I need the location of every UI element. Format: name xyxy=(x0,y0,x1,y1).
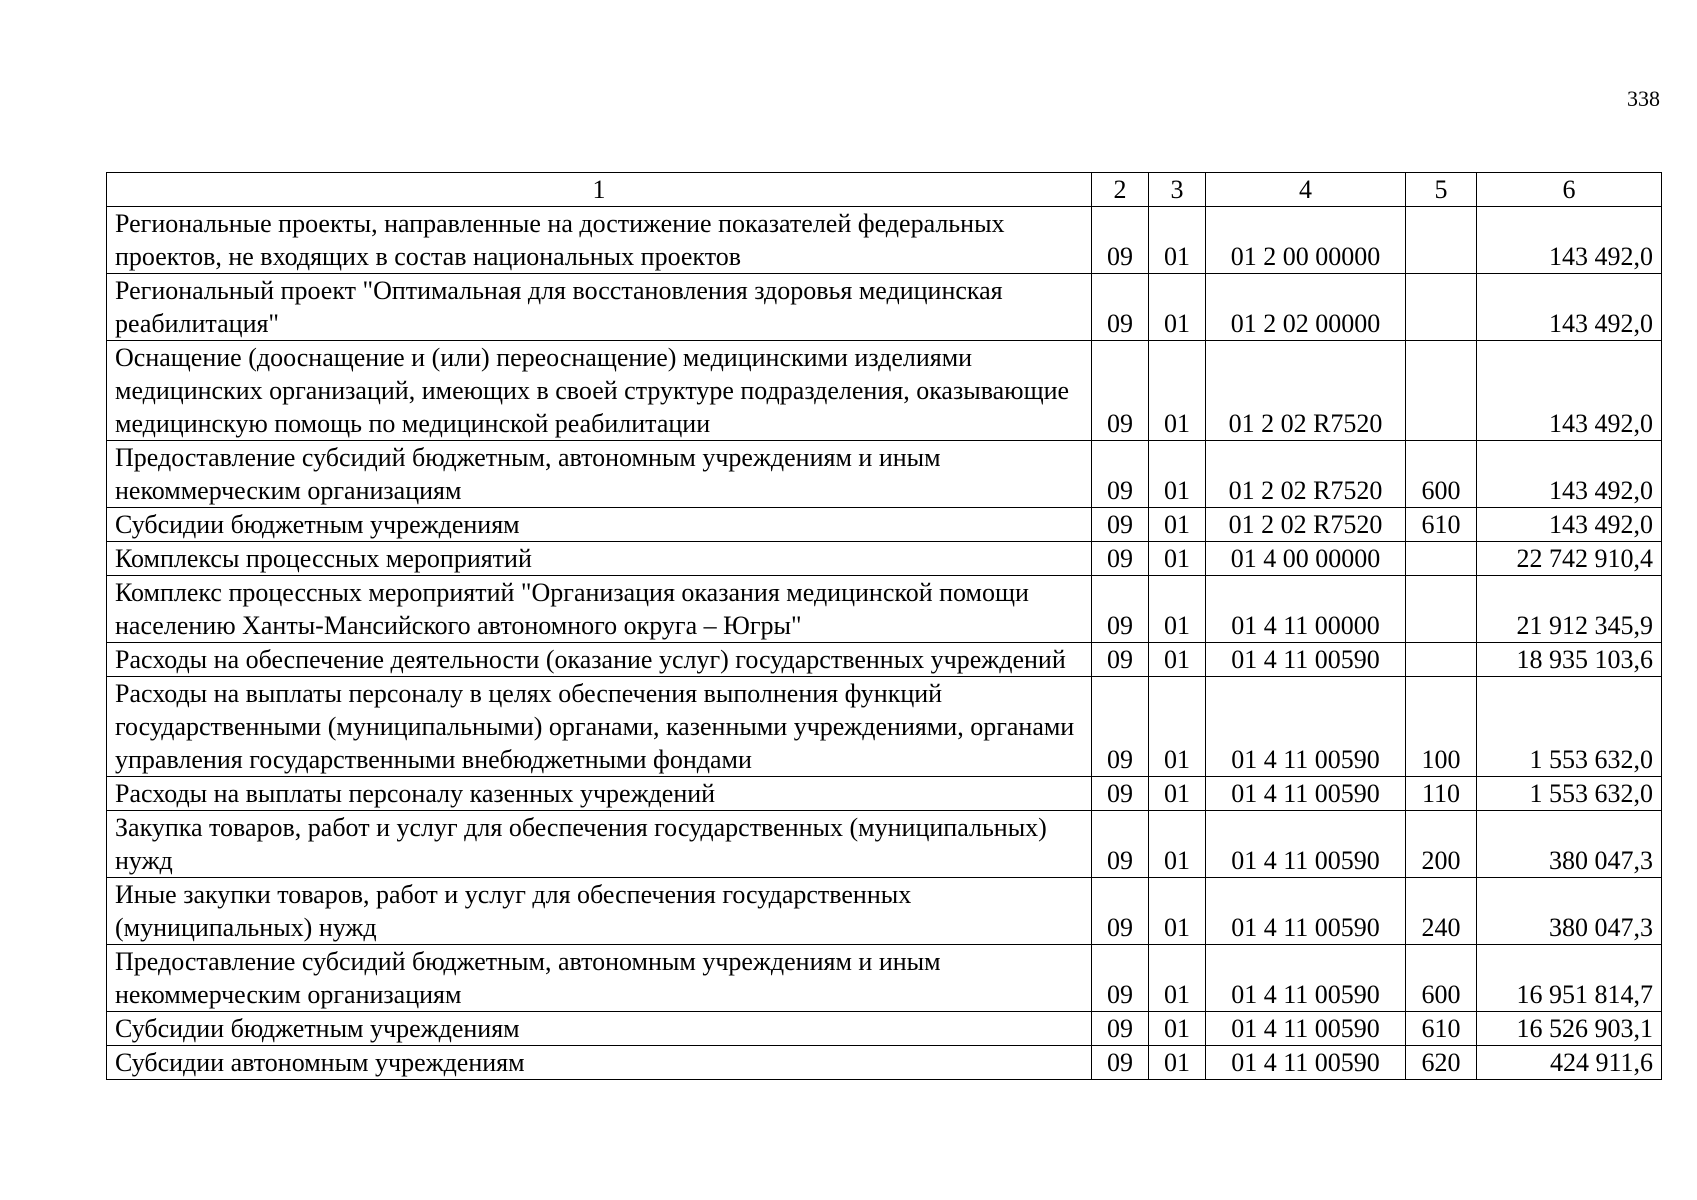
cell-target-article: 01 4 11 00590 xyxy=(1206,1046,1406,1080)
table-row xyxy=(107,207,1662,274)
cell-amount: 16 951 814,7 xyxy=(1477,945,1662,1012)
table-row xyxy=(107,441,1662,508)
cell-section: 09 xyxy=(1092,274,1149,341)
cell-amount: 143 492,0 xyxy=(1477,508,1662,542)
cell-section: 09 xyxy=(1092,207,1149,274)
cell-description: Региональные проекты, направленные на достижение показателей федеральных проектов, не входящих в состав национальных проектов xyxy=(107,207,1092,274)
cell-expense-type: 620 xyxy=(1406,1046,1477,1080)
cell-description: Субсидии бюджетным учреждениям xyxy=(107,1012,1092,1046)
cell-amount: 143 492,0 xyxy=(1477,341,1662,441)
cell-section: 09 xyxy=(1092,341,1149,441)
cell-target-article: 01 4 11 00590 xyxy=(1206,878,1406,945)
cell-target-article: 01 4 00 00000 xyxy=(1206,542,1406,576)
cell-subsection: 01 xyxy=(1149,441,1206,508)
cell-expense-type: 610 xyxy=(1406,1012,1477,1046)
cell-subsection: 01 xyxy=(1149,274,1206,341)
cell-section: 09 xyxy=(1092,1046,1149,1080)
cell-target-article: 01 4 11 00590 xyxy=(1206,811,1406,878)
cell-description: Предоставление субсидий бюджетным, автономным учреждениям и иным некоммерческим организациям xyxy=(107,441,1092,508)
cell-target-article: 01 2 02 R7520 xyxy=(1206,441,1406,508)
cell-expense-type xyxy=(1406,341,1477,441)
cell-amount: 16 526 903,1 xyxy=(1477,1012,1662,1046)
cell-amount: 143 492,0 xyxy=(1477,441,1662,508)
cell-target-article: 01 4 11 00590 xyxy=(1206,945,1406,1012)
cell-target-article: 01 4 11 00590 xyxy=(1206,643,1406,677)
cell-description: Закупка товаров, работ и услуг для обеспечения государственных (муниципальных) нужд xyxy=(107,811,1092,878)
cell-section: 09 xyxy=(1092,508,1149,542)
cell-section: 09 xyxy=(1092,777,1149,811)
cell-subsection: 01 xyxy=(1149,677,1206,777)
table-header-row xyxy=(107,173,1662,207)
column-header: 3 xyxy=(1149,173,1206,207)
cell-section: 09 xyxy=(1092,1012,1149,1046)
cell-amount: 424 911,6 xyxy=(1477,1046,1662,1080)
cell-target-article: 01 2 02 R7520 xyxy=(1206,341,1406,441)
page-number: 338 xyxy=(1627,86,1660,111)
table-row xyxy=(107,1012,1662,1046)
cell-target-article: 01 4 11 00590 xyxy=(1206,1012,1406,1046)
table-row xyxy=(107,341,1662,441)
cell-section: 09 xyxy=(1092,542,1149,576)
cell-amount: 1 553 632,0 xyxy=(1477,677,1662,777)
cell-expense-type: 600 xyxy=(1406,441,1477,508)
cell-description: Комплекс процессных мероприятий "Организация оказания медицинской помощи населению Ханты-Мансийского автономного округа – Югры" xyxy=(107,576,1092,643)
cell-section: 09 xyxy=(1092,811,1149,878)
table-row xyxy=(107,878,1662,945)
cell-description: Расходы на обеспечение деятельности (оказание услуг) государственных учреждений xyxy=(107,643,1092,677)
cell-section: 09 xyxy=(1092,576,1149,643)
table-row xyxy=(107,643,1662,677)
cell-target-article: 01 4 11 00590 xyxy=(1206,777,1406,811)
cell-target-article: 01 2 02 R7520 xyxy=(1206,508,1406,542)
column-header: 2 xyxy=(1092,173,1149,207)
cell-amount: 143 492,0 xyxy=(1477,207,1662,274)
cell-amount: 21 912 345,9 xyxy=(1477,576,1662,643)
cell-subsection: 01 xyxy=(1149,542,1206,576)
cell-expense-type: 200 xyxy=(1406,811,1477,878)
table-row xyxy=(107,811,1662,878)
cell-subsection: 01 xyxy=(1149,643,1206,677)
cell-target-article: 01 2 02 00000 xyxy=(1206,274,1406,341)
cell-section: 09 xyxy=(1092,878,1149,945)
cell-target-article: 01 4 11 00590 xyxy=(1206,677,1406,777)
cell-amount: 380 047,3 xyxy=(1477,811,1662,878)
cell-section: 09 xyxy=(1092,677,1149,777)
cell-description: Расходы на выплаты персоналу в целях обеспечения выполнения функций государственными (муниципальными) органами, казенными учреждениями, органами управления государственными внебюджетными фондами xyxy=(107,677,1092,777)
cell-description: Комплексы процессных мероприятий xyxy=(107,542,1092,576)
cell-section: 09 xyxy=(1092,643,1149,677)
column-header: 4 xyxy=(1206,173,1406,207)
cell-expense-type: 600 xyxy=(1406,945,1477,1012)
cell-expense-type xyxy=(1406,274,1477,341)
cell-description: Субсидии автономным учреждениям xyxy=(107,1046,1092,1080)
cell-expense-type xyxy=(1406,576,1477,643)
cell-amount: 18 935 103,6 xyxy=(1477,643,1662,677)
cell-target-article: 01 2 00 00000 xyxy=(1206,207,1406,274)
table-row xyxy=(107,945,1662,1012)
cell-amount: 22 742 910,4 xyxy=(1477,542,1662,576)
cell-expense-type xyxy=(1406,643,1477,677)
table-row xyxy=(107,508,1662,542)
column-header: 6 xyxy=(1477,173,1662,207)
cell-target-article: 01 4 11 00000 xyxy=(1206,576,1406,643)
cell-description: Расходы на выплаты персоналу казенных учреждений xyxy=(107,777,1092,811)
cell-expense-type xyxy=(1406,542,1477,576)
cell-expense-type xyxy=(1406,207,1477,274)
cell-expense-type: 100 xyxy=(1406,677,1477,777)
column-header: 1 xyxy=(107,173,1092,207)
cell-expense-type: 110 xyxy=(1406,777,1477,811)
cell-amount: 1 553 632,0 xyxy=(1477,777,1662,811)
cell-description: Региональный проект "Оптимальная для восстановления здоровья медицинская реабилитация" xyxy=(107,274,1092,341)
cell-subsection: 01 xyxy=(1149,207,1206,274)
cell-subsection: 01 xyxy=(1149,878,1206,945)
cell-expense-type: 240 xyxy=(1406,878,1477,945)
cell-subsection: 01 xyxy=(1149,508,1206,542)
cell-section: 09 xyxy=(1092,441,1149,508)
cell-subsection: 01 xyxy=(1149,945,1206,1012)
cell-description: Иные закупки товаров, работ и услуг для обеспечения государственных (муниципальных) нужд xyxy=(107,878,1092,945)
cell-amount: 143 492,0 xyxy=(1477,274,1662,341)
table-row xyxy=(107,274,1662,341)
cell-description: Субсидии бюджетным учреждениям xyxy=(107,508,1092,542)
cell-subsection: 01 xyxy=(1149,1012,1206,1046)
column-header: 5 xyxy=(1406,173,1477,207)
cell-expense-type: 610 xyxy=(1406,508,1477,542)
budget-table xyxy=(106,172,1662,1080)
table-row xyxy=(107,576,1662,643)
cell-section: 09 xyxy=(1092,945,1149,1012)
cell-subsection: 01 xyxy=(1149,1046,1206,1080)
table-row xyxy=(107,777,1662,811)
cell-subsection: 01 xyxy=(1149,777,1206,811)
table-row xyxy=(107,1046,1662,1080)
cell-subsection: 01 xyxy=(1149,576,1206,643)
cell-description: Оснащение (дооснащение и (или) переоснащение) медицинскими изделиями медицинских организаций, имеющих в своей структуре подразделения, оказывающие медицинскую помощь по медицинской реабилитации xyxy=(107,341,1092,441)
cell-amount: 380 047,3 xyxy=(1477,878,1662,945)
table-row xyxy=(107,677,1662,777)
cell-subsection: 01 xyxy=(1149,341,1206,441)
cell-subsection: 01 xyxy=(1149,811,1206,878)
cell-description: Предоставление субсидий бюджетным, автономным учреждениям и иным некоммерческим организациям xyxy=(107,945,1092,1012)
table-row xyxy=(107,542,1662,576)
